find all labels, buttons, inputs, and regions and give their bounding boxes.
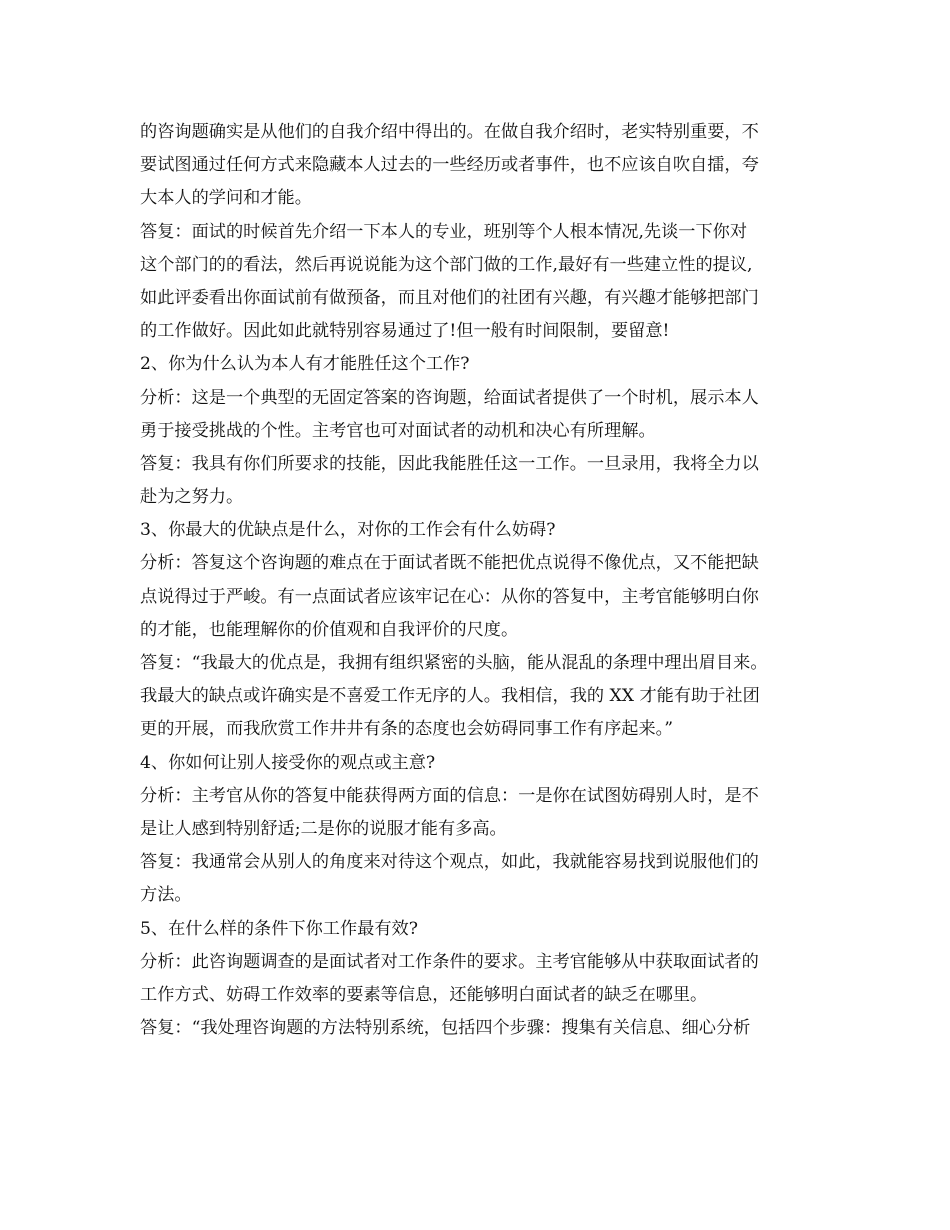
text-line: 是让人感到特别舒适;二是你的说服才能有多高。	[140, 818, 507, 839]
text-line: 赴为之努力。	[140, 487, 244, 508]
question-heading: 5、在什么样的条件下你工作最有效?	[140, 918, 418, 939]
text-line: 更的开展，而我欣赏工作井井有条的态度也会妨碍同事工作有序起来。”	[140, 719, 674, 740]
text-line: 这个部门的的看法，然后再说说能为这个部门做的工作,最好有一些建立性的提议,	[140, 254, 753, 275]
text-line: 答复：“我处理咨询题的方法特别系统，包括四个步骤：搜集有关信息、细心分析	[140, 1018, 751, 1039]
text-line: 答复：我具有你们所要求的技能，因此我能胜任这一工作。一旦录用，我将全力以	[140, 453, 759, 474]
text-line: 如此评委看出你面试前有做预备，而且对他们的社团有兴趣，有兴趣才能够把部门	[140, 287, 759, 308]
text-line: 勇于接受挑战的个性。主考官也可对面试者的动机和决心有所理解。	[140, 420, 656, 441]
text-line: 大本人的学问和才能。	[140, 188, 312, 209]
text-line: 要试图通过任何方式来隐藏本人过去的一些经历或者事件，也不应该自吹自擂，夸	[140, 155, 759, 176]
text-line: 答复：我通常会从别人的角度来对待这个观点，如此，我就能容易找到说服他们的	[140, 852, 759, 873]
text-line: 点说得过于严峻。有一点面试者应该牢记在心：从你的答复中，主考官能够明白你	[140, 586, 759, 607]
text-line: 分析：这是一个典型的无固定答案的咨询题，给面试者提供了一个时机，展示本人	[140, 387, 759, 408]
question-heading: 2、你为什么认为本人有才能胜任这个工作?	[140, 354, 470, 375]
text-line: 的才能，也能理解你的价值观和自我评价的尺度。	[140, 619, 519, 640]
text-line: 分析：答复这个咨询题的难点在于面试者既不能把优点说得不像优点，又不能把缺	[140, 553, 759, 574]
text-line: 的咨询题确实是从他们的自我介绍中得出的。在做自我介绍时，老实特别重要，不	[140, 122, 759, 142]
text-line: 工作方式、妨碍工作效率的要素等信息，还能够明白面试者的缺乏在哪里。	[140, 984, 708, 1005]
text-line: 答复：面试的时候首先介绍一下本人的专业，班别等个人根本情况,先谈一下你对	[140, 221, 748, 242]
text-line: 我最大的缺点或许确实是不喜爱工作无序的人。我相信，我的 XX 才能有助于社团	[140, 686, 760, 707]
document-body	[140, 116, 830, 1045]
question-heading: 3、你最大的优缺点是什么，对你的工作会有什么妨碍?	[140, 520, 556, 541]
text-line: 答复：“我最大的优点是，我拥有组织紧密的头脑，能从混乱的条理中理出眉目来。	[140, 653, 768, 673]
text-line: 分析：此咨询题调查的是面试者对工作条件的要求。主考官能够从中获取面试者的	[140, 951, 759, 972]
question-heading: 4、你如何让别人接受你的观点或主意?	[140, 752, 436, 773]
text-line: 分析：主考官从你的答复中能获得两方面的信息：一是你在试图妨碍别人时，是不	[140, 785, 759, 806]
text-line: 方法。	[140, 885, 192, 906]
text-line: 的工作做好。因此如此就特别容易通过了!但一般有时间限制，要留意!	[140, 321, 670, 342]
